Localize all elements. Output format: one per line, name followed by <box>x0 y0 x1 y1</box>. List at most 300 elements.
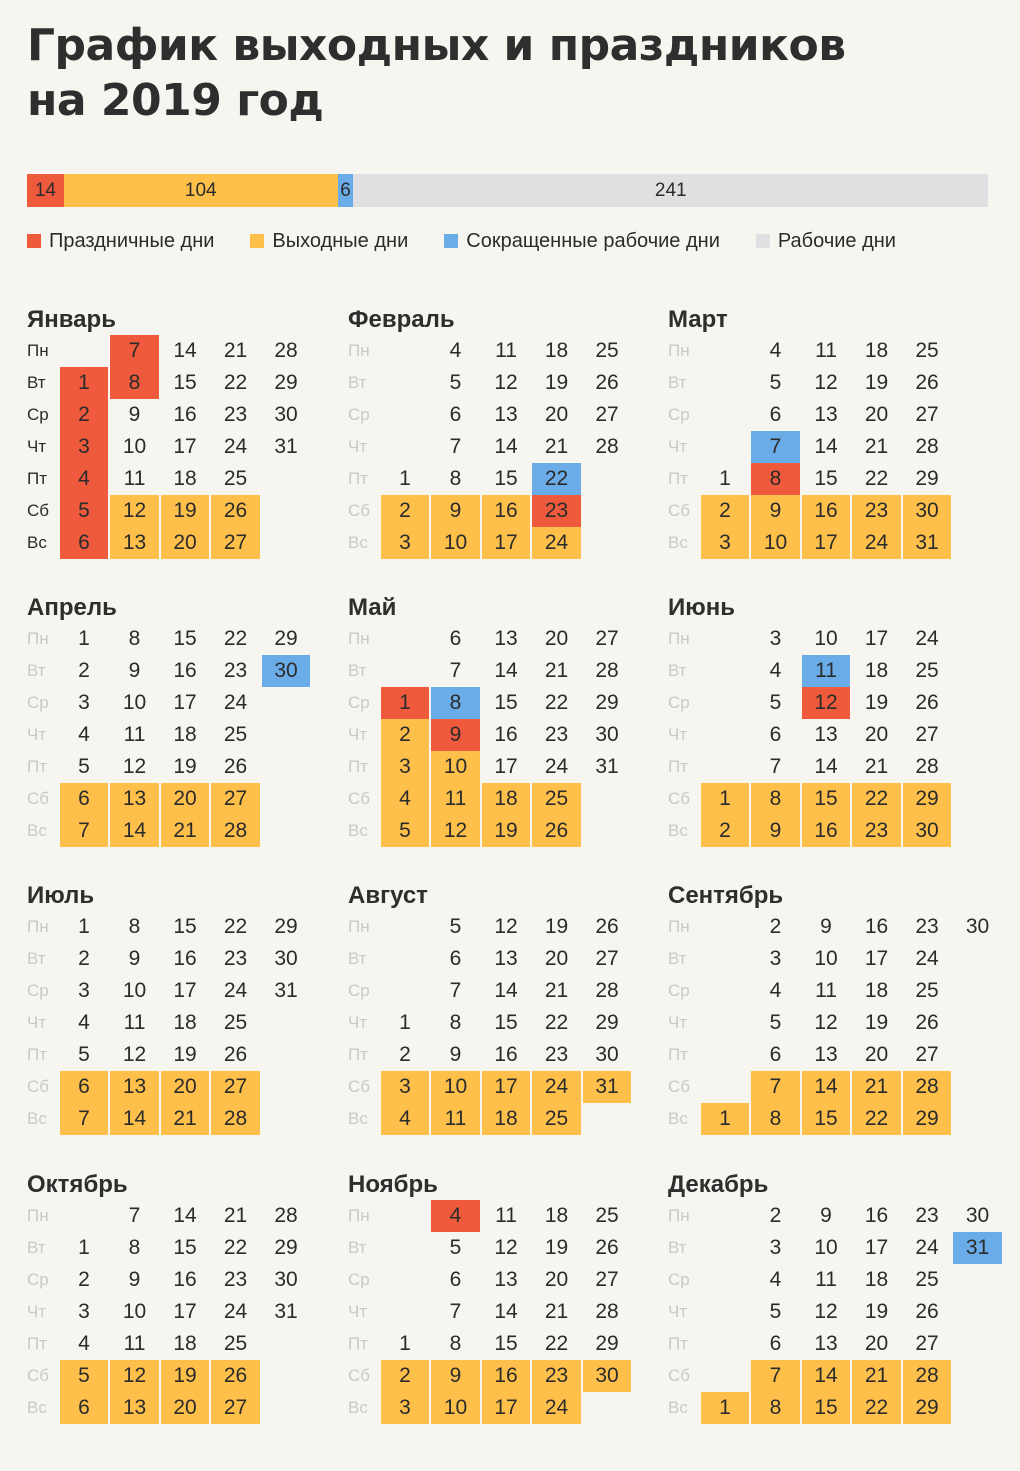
day-cell-weekend: 2 <box>701 495 750 527</box>
day-cell-work: 1 <box>719 467 731 490</box>
day-cell-short: 22 <box>532 463 581 495</box>
day-cell-work: 3 <box>769 947 782 970</box>
day-cell-weekend: 28 <box>903 1071 952 1103</box>
weekday-label: Чт <box>668 725 688 744</box>
day-cell-work: 12 <box>494 1236 518 1259</box>
day-cell-weekend: 10 <box>431 751 480 783</box>
day-cell-weekend: 6 <box>60 1392 109 1424</box>
day-cell-work: 7 <box>449 435 462 458</box>
day-cell-weekend: 15 <box>802 783 851 815</box>
day-cell-work: 15 <box>814 467 838 490</box>
day-cell-work: 24 <box>223 979 248 1002</box>
day-cell-short: 30 <box>262 655 311 687</box>
legend-label: Праздничные дни <box>49 229 215 252</box>
day-cell-work: 13 <box>814 723 838 746</box>
day-cell-work: 26 <box>595 915 619 938</box>
day-cell-work: 21 <box>864 435 889 458</box>
weekday-label: Сб <box>348 789 371 808</box>
month-name: Август <box>348 882 428 909</box>
day-cell-weekend: 23 <box>532 1360 581 1392</box>
day-cell-weekend: 20 <box>161 1392 210 1424</box>
day-cell-work: 6 <box>769 1043 782 1066</box>
weekday-label: Чт <box>668 1013 688 1032</box>
day-cell-work: 7 <box>449 1300 462 1323</box>
day-cell-work: 25 <box>915 659 939 682</box>
day-cell-weekend: 23 <box>852 815 901 847</box>
day-cell-work: 26 <box>915 691 939 714</box>
day-cell-work: 19 <box>864 691 889 714</box>
day-cell-work: 20 <box>864 1043 889 1066</box>
day-cell-work: 23 <box>544 1043 569 1066</box>
page-title <box>27 18 846 128</box>
weekday-label: Пт <box>27 1334 48 1353</box>
day-cell-work: 1 <box>399 1011 411 1034</box>
day-cell-work: 17 <box>173 691 197 714</box>
legend <box>27 228 896 254</box>
day-cell-work: 18 <box>173 1332 197 1355</box>
day-cell-work: 29 <box>595 691 619 714</box>
weekday-label: Пт <box>668 469 689 488</box>
day-cell-work: 3 <box>78 979 90 1002</box>
day-cell-weekend: 16 <box>482 495 531 527</box>
day-cell-weekend: 14 <box>802 1071 851 1103</box>
day-cell-work: 24 <box>223 435 248 458</box>
day-cell-weekend: 7 <box>751 1360 800 1392</box>
day-cell-work: 24 <box>915 627 939 650</box>
day-cell-work: 10 <box>122 435 147 458</box>
day-cell-work: 12 <box>494 915 518 938</box>
weekday-label: Вт <box>27 1238 46 1257</box>
day-cell-work: 3 <box>769 627 782 650</box>
month-3 <box>668 305 998 565</box>
legend-item-holiday <box>27 230 214 253</box>
day-cell-work: 17 <box>173 1300 197 1323</box>
day-cell-weekend: 28 <box>211 1103 260 1135</box>
day-cell-weekend: 28 <box>903 1360 952 1392</box>
weekday-label: Вс <box>668 1109 688 1128</box>
day-cell-work: 20 <box>864 723 889 746</box>
weekday-label: Чт <box>668 1302 688 1321</box>
day-cell-work: 14 <box>173 339 197 362</box>
weekday-label: Пн <box>27 629 49 648</box>
legend-item-weekend <box>250 230 408 253</box>
day-cell-work: 12 <box>814 1300 838 1323</box>
day-cell-weekend: 13 <box>110 527 159 559</box>
day-cell-work: 17 <box>173 435 197 458</box>
weekday-label: Пт <box>27 1045 48 1064</box>
day-cell-short: 7 <box>751 431 800 463</box>
weekday-label: Вт <box>668 1238 687 1257</box>
day-cell-work: 17 <box>494 755 518 778</box>
day-cell-work: 3 <box>78 691 90 714</box>
day-cell-work: 13 <box>494 1268 518 1291</box>
weekday-label: Пт <box>668 1334 689 1353</box>
day-cell-weekend: 1 <box>701 783 750 815</box>
day-cell-holiday: 1 <box>381 687 430 719</box>
day-cell-work: 9 <box>128 659 141 682</box>
day-cell-work: 29 <box>274 1236 298 1259</box>
day-cell-work: 4 <box>78 1332 90 1355</box>
weekday-label: Сб <box>27 1077 50 1096</box>
day-cell-work: 2 <box>78 1268 90 1291</box>
day-cell-work: 13 <box>814 1043 838 1066</box>
day-cell-work: 22 <box>544 1332 569 1355</box>
day-cell-work: 29 <box>274 371 298 394</box>
weekday-label: Ср <box>348 693 370 712</box>
day-cell-work: 30 <box>965 1204 990 1227</box>
day-cell-work: 20 <box>864 403 889 426</box>
day-cell-work: 25 <box>223 723 248 746</box>
weekday-label: Ср <box>27 1270 49 1289</box>
day-cell-work: 19 <box>864 1300 889 1323</box>
day-cell-holiday: 9 <box>431 719 480 751</box>
day-cell-weekend: 3 <box>381 1071 430 1103</box>
day-cell-weekend: 17 <box>482 1392 531 1424</box>
weekday-label: Ср <box>27 981 49 1000</box>
day-cell-weekend: 19 <box>161 1360 210 1392</box>
day-cell-weekend: 9 <box>751 495 800 527</box>
day-cell-work: 21 <box>223 1204 248 1227</box>
day-cell-weekend: 9 <box>431 1360 480 1392</box>
month-11 <box>348 1170 678 1430</box>
day-cell-weekend: 22 <box>852 783 901 815</box>
weekday-label: Вс <box>348 1398 368 1417</box>
day-cell-weekend: 29 <box>903 783 952 815</box>
day-cell-weekend: 31 <box>583 1071 632 1103</box>
month-6 <box>668 593 998 853</box>
month-12 <box>668 1170 998 1430</box>
day-cell-weekend: 10 <box>431 527 480 559</box>
day-cell-work: 22 <box>223 915 248 938</box>
day-cell-work: 9 <box>128 1268 141 1291</box>
day-cell-work: 2 <box>769 1204 782 1227</box>
day-cell-work: 10 <box>122 1300 147 1323</box>
weekday-label: Пн <box>348 917 370 936</box>
legend-swatch-short <box>444 234 458 248</box>
day-cell-work: 18 <box>544 1204 569 1227</box>
day-cell-work: 8 <box>449 1332 462 1355</box>
day-cell-work: 22 <box>544 1011 569 1034</box>
weekday-label: Чт <box>27 437 47 456</box>
day-cell-work: 12 <box>122 755 147 778</box>
summary-segment-work: 241 <box>353 174 988 207</box>
day-cell-work: 16 <box>864 915 889 938</box>
day-cell-work: 18 <box>544 339 569 362</box>
weekday-label: Пн <box>668 917 690 936</box>
day-cell-work: 30 <box>274 403 298 426</box>
weekday-label: Пт <box>27 757 48 776</box>
day-cell-work: 11 <box>123 1011 146 1034</box>
day-cell-weekend: 18 <box>482 1103 531 1135</box>
day-cell-weekend: 9 <box>751 815 800 847</box>
day-cell-work: 2 <box>78 947 90 970</box>
day-cell-weekend: 24 <box>532 1071 581 1103</box>
day-cell-work: 19 <box>544 1236 569 1259</box>
day-cell-work: 21 <box>544 659 569 682</box>
month-name: Июль <box>27 882 95 909</box>
weekday-label: Сб <box>668 789 691 808</box>
weekday-label: Чт <box>27 1302 47 1321</box>
day-cell-weekend: 5 <box>381 815 430 847</box>
legend-label: Рабочие дни <box>777 229 896 252</box>
day-cell-work: 23 <box>544 723 569 746</box>
weekday-label: Сб <box>27 789 50 808</box>
weekday-label: Пн <box>668 629 690 648</box>
day-cell-work: 13 <box>494 403 518 426</box>
day-cell-weekend: 22 <box>852 1392 901 1424</box>
month-5 <box>348 593 678 853</box>
day-cell-work: 29 <box>915 467 939 490</box>
weekday-label: Чт <box>668 437 688 456</box>
day-cell-work: 11 <box>123 723 146 746</box>
day-cell-weekend: 3 <box>701 527 750 559</box>
day-cell-work: 11 <box>815 979 837 1002</box>
day-cell-work: 16 <box>173 659 197 682</box>
weekday-label: Пн <box>348 629 370 648</box>
day-cell-weekend: 21 <box>852 1360 901 1392</box>
day-cell-weekend: 4 <box>381 1103 430 1135</box>
day-cell-work: 5 <box>78 1043 90 1066</box>
day-cell-weekend: 2 <box>381 719 430 751</box>
day-cell-work: 11 <box>495 1204 517 1227</box>
day-cell-work: 22 <box>223 1236 248 1259</box>
day-cell-work: 31 <box>274 435 298 458</box>
day-cell-work: 20 <box>544 627 569 650</box>
day-cell-work: 18 <box>173 723 197 746</box>
day-cell-work: 2 <box>769 915 782 938</box>
day-cell-work: 4 <box>78 723 90 746</box>
day-cell-work: 13 <box>814 403 838 426</box>
day-cell-work: 27 <box>595 1268 619 1291</box>
day-cell-work: 20 <box>544 1268 569 1291</box>
day-cell-work: 30 <box>965 915 990 938</box>
weekday-label: Вт <box>348 1238 367 1257</box>
day-cell-work: 5 <box>449 371 462 394</box>
weekday-label: Пн <box>348 341 370 360</box>
day-cell-weekend: 9 <box>431 495 480 527</box>
day-cell-weekend: 7 <box>751 1071 800 1103</box>
day-cell-work: 5 <box>449 1236 462 1259</box>
day-cell-work: 1 <box>78 1236 90 1259</box>
day-cell-weekend: 30 <box>903 815 952 847</box>
weekday-label: Сб <box>668 1366 691 1385</box>
day-cell-work: 27 <box>595 947 619 970</box>
day-cell-work: 24 <box>544 755 569 778</box>
day-cell-holiday: 4 <box>60 463 109 495</box>
day-cell-weekend: 26 <box>211 495 260 527</box>
day-cell-work: 26 <box>595 371 619 394</box>
day-cell-work: 24 <box>915 947 939 970</box>
day-cell-work: 1 <box>78 627 90 650</box>
day-cell-weekend: 12 <box>431 815 480 847</box>
weekday-label: Вс <box>668 1398 688 1417</box>
day-cell-work: 31 <box>274 1300 298 1323</box>
day-cell-weekend: 1 <box>701 1392 750 1424</box>
day-cell-weekend: 11 <box>431 1103 480 1135</box>
day-cell-weekend: 7 <box>60 1103 109 1135</box>
day-cell-work: 4 <box>769 659 782 682</box>
legend-swatch-work <box>756 234 770 248</box>
month-name: Март <box>668 306 728 333</box>
day-cell-weekend: 1 <box>701 1103 750 1135</box>
weekday-label: Вс <box>348 821 368 840</box>
day-cell-work: 27 <box>915 1043 939 1066</box>
day-cell-work: 24 <box>915 1236 939 1259</box>
weekday-label: Сб <box>668 1077 691 1096</box>
day-cell-weekend: 16 <box>802 815 851 847</box>
day-cell-work: 30 <box>274 1268 298 1291</box>
day-cell-work: 10 <box>814 1236 838 1259</box>
day-cell-work: 14 <box>173 1204 197 1227</box>
day-cell-weekend: 19 <box>161 495 210 527</box>
weekday-label: Пн <box>27 341 49 360</box>
day-cell-weekend: 15 <box>802 1103 851 1135</box>
day-cell-work: 22 <box>864 467 889 490</box>
day-cell-work: 19 <box>544 371 569 394</box>
day-cell-work: 14 <box>494 1300 518 1323</box>
day-cell-work: 10 <box>122 979 147 1002</box>
day-cell-weekend: 17 <box>482 527 531 559</box>
day-cell-work: 12 <box>814 371 838 394</box>
day-cell-work: 26 <box>915 371 939 394</box>
day-cell-work: 6 <box>769 723 782 746</box>
day-cell-short: 31 <box>953 1232 1002 1264</box>
day-cell-short: 11 <box>802 655 851 687</box>
day-cell-work: 1 <box>399 467 411 490</box>
weekday-label: Ср <box>668 693 690 712</box>
weekday-label: Вс <box>668 821 688 840</box>
day-cell-work: 8 <box>128 915 141 938</box>
weekday-label: Пт <box>27 469 48 488</box>
day-cell-work: 23 <box>915 915 939 938</box>
day-cell-work: 3 <box>769 1236 782 1259</box>
day-cell-work: 24 <box>223 691 248 714</box>
month-1 <box>27 305 357 565</box>
day-cell-work: 28 <box>274 1204 298 1227</box>
day-cell-work: 7 <box>769 755 782 778</box>
day-cell-work: 11 <box>123 1332 146 1355</box>
weekday-label: Пт <box>348 469 369 488</box>
day-cell-weekend: 8 <box>751 1103 800 1135</box>
day-cell-work: 15 <box>494 1332 518 1355</box>
day-cell-work: 27 <box>915 1332 939 1355</box>
month-7 <box>27 881 357 1141</box>
day-cell-work: 27 <box>595 403 619 426</box>
day-cell-work: 18 <box>173 467 197 490</box>
day-cell-work: 16 <box>173 947 197 970</box>
weekday-label: Ср <box>668 981 690 1000</box>
day-cell-work: 17 <box>864 947 889 970</box>
month-8 <box>348 881 678 1141</box>
legend-swatch-holiday <box>27 234 41 248</box>
legend-swatch-weekend <box>250 234 264 248</box>
day-cell-work: 16 <box>864 1204 889 1227</box>
day-cell-work: 14 <box>494 659 518 682</box>
day-cell-holiday: 2 <box>60 399 109 431</box>
day-cell-weekend: 27 <box>211 527 260 559</box>
day-cell-weekend: 23 <box>852 495 901 527</box>
day-cell-work: 30 <box>274 947 298 970</box>
day-cell-work: 15 <box>494 467 518 490</box>
day-cell-work: 26 <box>595 1236 619 1259</box>
day-cell-holiday: 3 <box>60 431 109 463</box>
day-cell-weekend: 14 <box>110 815 159 847</box>
month-name: Апрель <box>27 594 117 621</box>
day-cell-work: 4 <box>449 339 462 362</box>
day-cell-work: 30 <box>595 723 619 746</box>
weekday-label: Вт <box>348 949 367 968</box>
day-cell-work: 1 <box>399 1332 411 1355</box>
day-cell-work: 5 <box>769 691 782 714</box>
day-cell-work: 14 <box>814 755 838 778</box>
day-cell-work: 26 <box>223 1043 248 1066</box>
day-cell-work: 9 <box>449 1043 462 1066</box>
weekday-label: Вт <box>668 949 687 968</box>
day-cell-work: 25 <box>595 339 619 362</box>
day-cell-weekend: 29 <box>903 1392 952 1424</box>
day-cell-holiday: 8 <box>110 367 159 399</box>
day-cell-work: 10 <box>814 947 838 970</box>
weekday-label: Ср <box>348 981 370 1000</box>
weekday-label: Пн <box>27 917 49 936</box>
day-cell-work: 19 <box>864 371 889 394</box>
weekday-label: Пт <box>348 1045 369 1064</box>
day-cell-work: 7 <box>128 1204 141 1227</box>
weekday-label: Чт <box>348 1013 368 1032</box>
day-cell-work: 28 <box>595 435 619 458</box>
day-cell-work: 14 <box>494 435 518 458</box>
weekday-label: Сб <box>348 1366 371 1385</box>
day-cell-weekend: 3 <box>381 751 430 783</box>
weekday-label: Пт <box>668 757 689 776</box>
day-cell-weekend: 24 <box>532 1392 581 1424</box>
day-cell-work: 5 <box>449 915 462 938</box>
day-cell-work: 10 <box>122 691 147 714</box>
day-cell-work: 17 <box>173 979 197 1002</box>
day-cell-weekend: 21 <box>161 815 210 847</box>
day-cell-work: 8 <box>449 467 462 490</box>
day-cell-work: 15 <box>494 691 518 714</box>
day-cell-weekend: 13 <box>110 783 159 815</box>
day-cell-work: 31 <box>274 979 298 1002</box>
day-cell-work: 29 <box>274 915 298 938</box>
day-cell-work: 28 <box>595 1300 619 1323</box>
day-cell-work: 8 <box>128 1236 141 1259</box>
day-cell-work: 19 <box>173 755 197 778</box>
day-cell-work: 7 <box>449 659 462 682</box>
day-cell-work: 9 <box>820 1204 832 1227</box>
day-cell-work: 15 <box>494 1011 518 1034</box>
day-cell-work: 15 <box>173 915 197 938</box>
day-cell-work: 6 <box>769 1332 782 1355</box>
day-cell-work: 9 <box>128 403 141 426</box>
day-cell-work: 26 <box>915 1300 939 1323</box>
day-cell-weekend: 22 <box>852 1103 901 1135</box>
day-cell-work: 28 <box>915 435 939 458</box>
day-cell-weekend: 6 <box>60 1071 109 1103</box>
day-cell-work: 8 <box>128 627 141 650</box>
day-cell-work: 17 <box>864 1236 889 1259</box>
day-cell-work: 5 <box>769 1011 782 1034</box>
day-cell-work: 16 <box>494 1043 518 1066</box>
month-name: Сентябрь <box>668 882 784 909</box>
month-name: Июнь <box>668 594 735 621</box>
day-cell-work: 16 <box>173 1268 197 1291</box>
day-cell-work: 20 <box>544 947 569 970</box>
day-cell-work: 4 <box>769 979 782 1002</box>
day-cell-weekend: 21 <box>852 1071 901 1103</box>
day-cell-work: 31 <box>595 755 619 778</box>
